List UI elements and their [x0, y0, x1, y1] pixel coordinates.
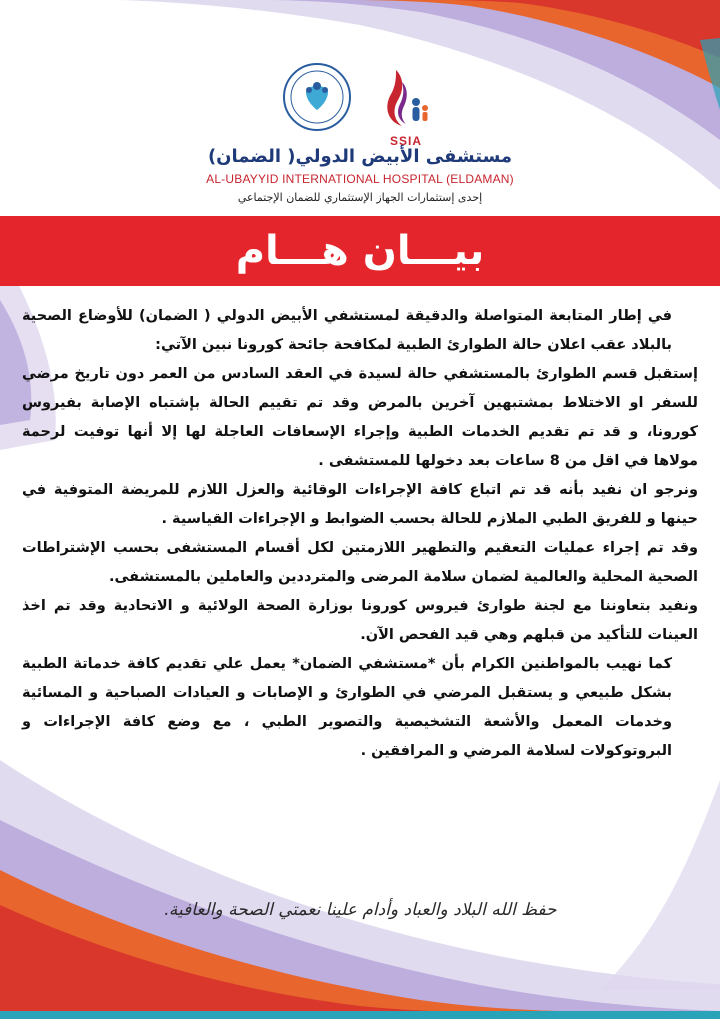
paragraph: وقد تم إجراء عمليات التعقيم والتطهير اللازمتين لكل أقسام المستشفى بحسب الإشتراطات الصحية المحلية والعالمية لضمان سلامة المرضى والمترددين والعاملين بالمستشفى. — [22, 540, 698, 585]
paragraph: إستقبل قسم الطوارئ بالمستشفي حالة لسيدة في العقد السادس من العمر دون تاريخ مرضي للسفر او الاختلاط بمشتبهين آخرين بالمرض وقد تم تقييم الحالة بإشتباه الإصابة بفيروس كورونا، و قد تم تقديم الخدمات الطبية وإجراء الإسعافات العاجلة لها إلا أنها توفيت لرحمة مولاها في اقل من 8 ساعات بعد دخولها للمستشفى . — [22, 366, 698, 469]
paragraph: كما نهيب بالمواطنين الكرام بأن *مستشفي الضمان* يعمل علي تقديم كافة خدماتة الطبية بشكل طبيعي و يستقبل المرضي في الطوارئ و الإصابات و العيادات الصباحية و المسائية وخدمات المعمل والأشعة التشخيصية والتصوير الطبي ، مع وضع كافة الإجراءات و البروتوكولات لسلامة المرضي و المرافقين . — [22, 656, 672, 759]
closing-prayer: حفظ الله البلاد والعباد وأدام علينا نعمتي الصحة والعافية. — [163, 900, 557, 920]
hospital-name-english: AL-UBAYYID INTERNATIONAL HOSPITAL (ELDAMAN) — [206, 172, 514, 186]
bottom-border — [0, 1011, 720, 1019]
hospital-name-arabic: مستشفى الأبيض الدولي( الضمان) — [207, 146, 513, 167]
paragraph: في إطار المتابعة المتواصلة والدقيقة لمستشفي الأبيض الدولي ( الضمان) للأوضاع الصحية بالبلاد عقب اعلان حالة الطوارئ الطبية لمكافحة جائحة كورونا نبين الآتي: — [22, 308, 672, 353]
ssia-logo — [378, 62, 434, 148]
hospital-seal-logo — [282, 62, 352, 132]
statement-body — [22, 302, 698, 766]
hospital-subtitle: إحدى إستثمارات الجهاز الإستثماري للضمان الإجتماعي — [237, 191, 483, 204]
header-logos — [0, 58, 720, 148]
ssia-logo-text: SSIA — [389, 134, 422, 148]
statement-title: بيـــان هـــام — [235, 228, 485, 274]
paragraph: ونفيد بتعاوننا مع لجنة طوارئ فيروس كورونا بوزارة الصحة الولائية و الاتحادية وقد تم اخذ العينات للتأكيد من قبلهم وهي قيد الفحص الآن. — [22, 598, 698, 643]
paragraph: ونرجو ان نفيد بأنه قد تم اتباع كافة الإجراءات الوقائية والعزل اللازم للمريضة المتوفية في حينها و للفريق الطبي الملازم للحالة بحسب الضوابط و الإجراءات القياسية . — [22, 482, 698, 527]
title-banner — [0, 216, 720, 286]
